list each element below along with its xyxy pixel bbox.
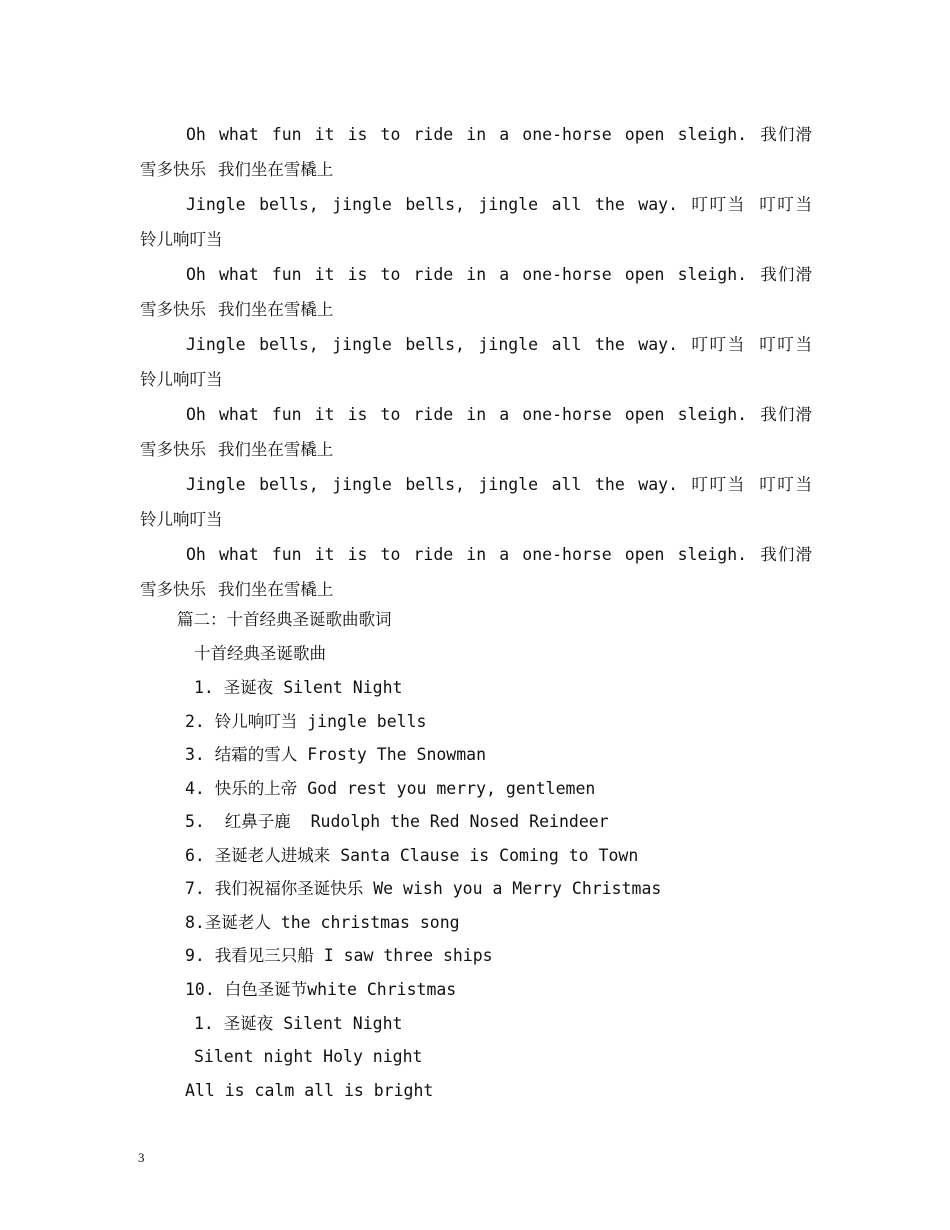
jingle-bells-lyrics: [140, 117, 812, 607]
lyric-paragraph: Oh what fun it is to ride in a one-horse open sleigh. 我们滑雪多快乐 我们坐在雪橇上: [140, 545, 812, 599]
song-list-item: 9. 我看见三只船 I saw three ships: [185, 946, 493, 965]
song-list-item: 2. 铃儿响叮当 jingle bells: [185, 712, 427, 731]
lyric-paragraph: Oh what fun it is to ride in a one-horse open sleigh. 我们滑雪多快乐 我们坐在雪橇上: [140, 265, 812, 319]
song-list-item: 5. 红鼻子鹿 Rudolph the Red Nosed Reindeer: [185, 812, 609, 831]
section-subtitle: 十首经典圣诞歌曲: [194, 644, 326, 663]
page-number: 3: [138, 1150, 145, 1165]
song-list-item: 3. 结霜的雪人 Frosty The Snowman: [185, 745, 487, 764]
lyric-paragraph: Oh what fun it is to ride in a one-horse open sleigh. 我们滑雪多快乐 我们坐在雪橇上: [140, 125, 812, 179]
song-title: 1. 圣诞夜 Silent Night: [194, 1014, 403, 1033]
song-list-item: 8.圣诞老人 the christmas song: [185, 913, 460, 932]
song-list-item: 10. 白色圣诞节white Christmas: [185, 980, 457, 999]
song-list-item: 4. 快乐的上帝 God rest you merry, gentlemen: [185, 779, 596, 798]
song-list-item: 7. 我们祝福你圣诞快乐 We wish you a Merry Christmas: [185, 879, 662, 898]
song-list-item: 1. 圣诞夜 Silent Night: [194, 678, 403, 697]
lyric-paragraph: Oh what fun it is to ride in a one-horse open sleigh. 我们滑雪多快乐 我们坐在雪橇上: [140, 405, 812, 459]
lyric-line: Silent night Holy night: [194, 1047, 423, 1066]
section-heading: 篇二：十首经典圣诞歌曲歌词: [177, 610, 392, 629]
lyric-paragraph: Jingle bells, jingle bells, jingle all the way. 叮叮当 叮叮当 铃儿响叮当: [140, 335, 812, 389]
lyric-paragraph: Jingle bells, jingle bells, jingle all the way. 叮叮当 叮叮当 铃儿响叮当: [140, 195, 812, 249]
song-list-item: 6. 圣诞老人进城来 Santa Clause is Coming to Town: [185, 846, 639, 865]
lyric-paragraph: Jingle bells, jingle bells, jingle all the way. 叮叮当 叮叮当 铃儿响叮当: [140, 475, 812, 529]
lyric-line: All is calm all is bright: [185, 1081, 434, 1100]
